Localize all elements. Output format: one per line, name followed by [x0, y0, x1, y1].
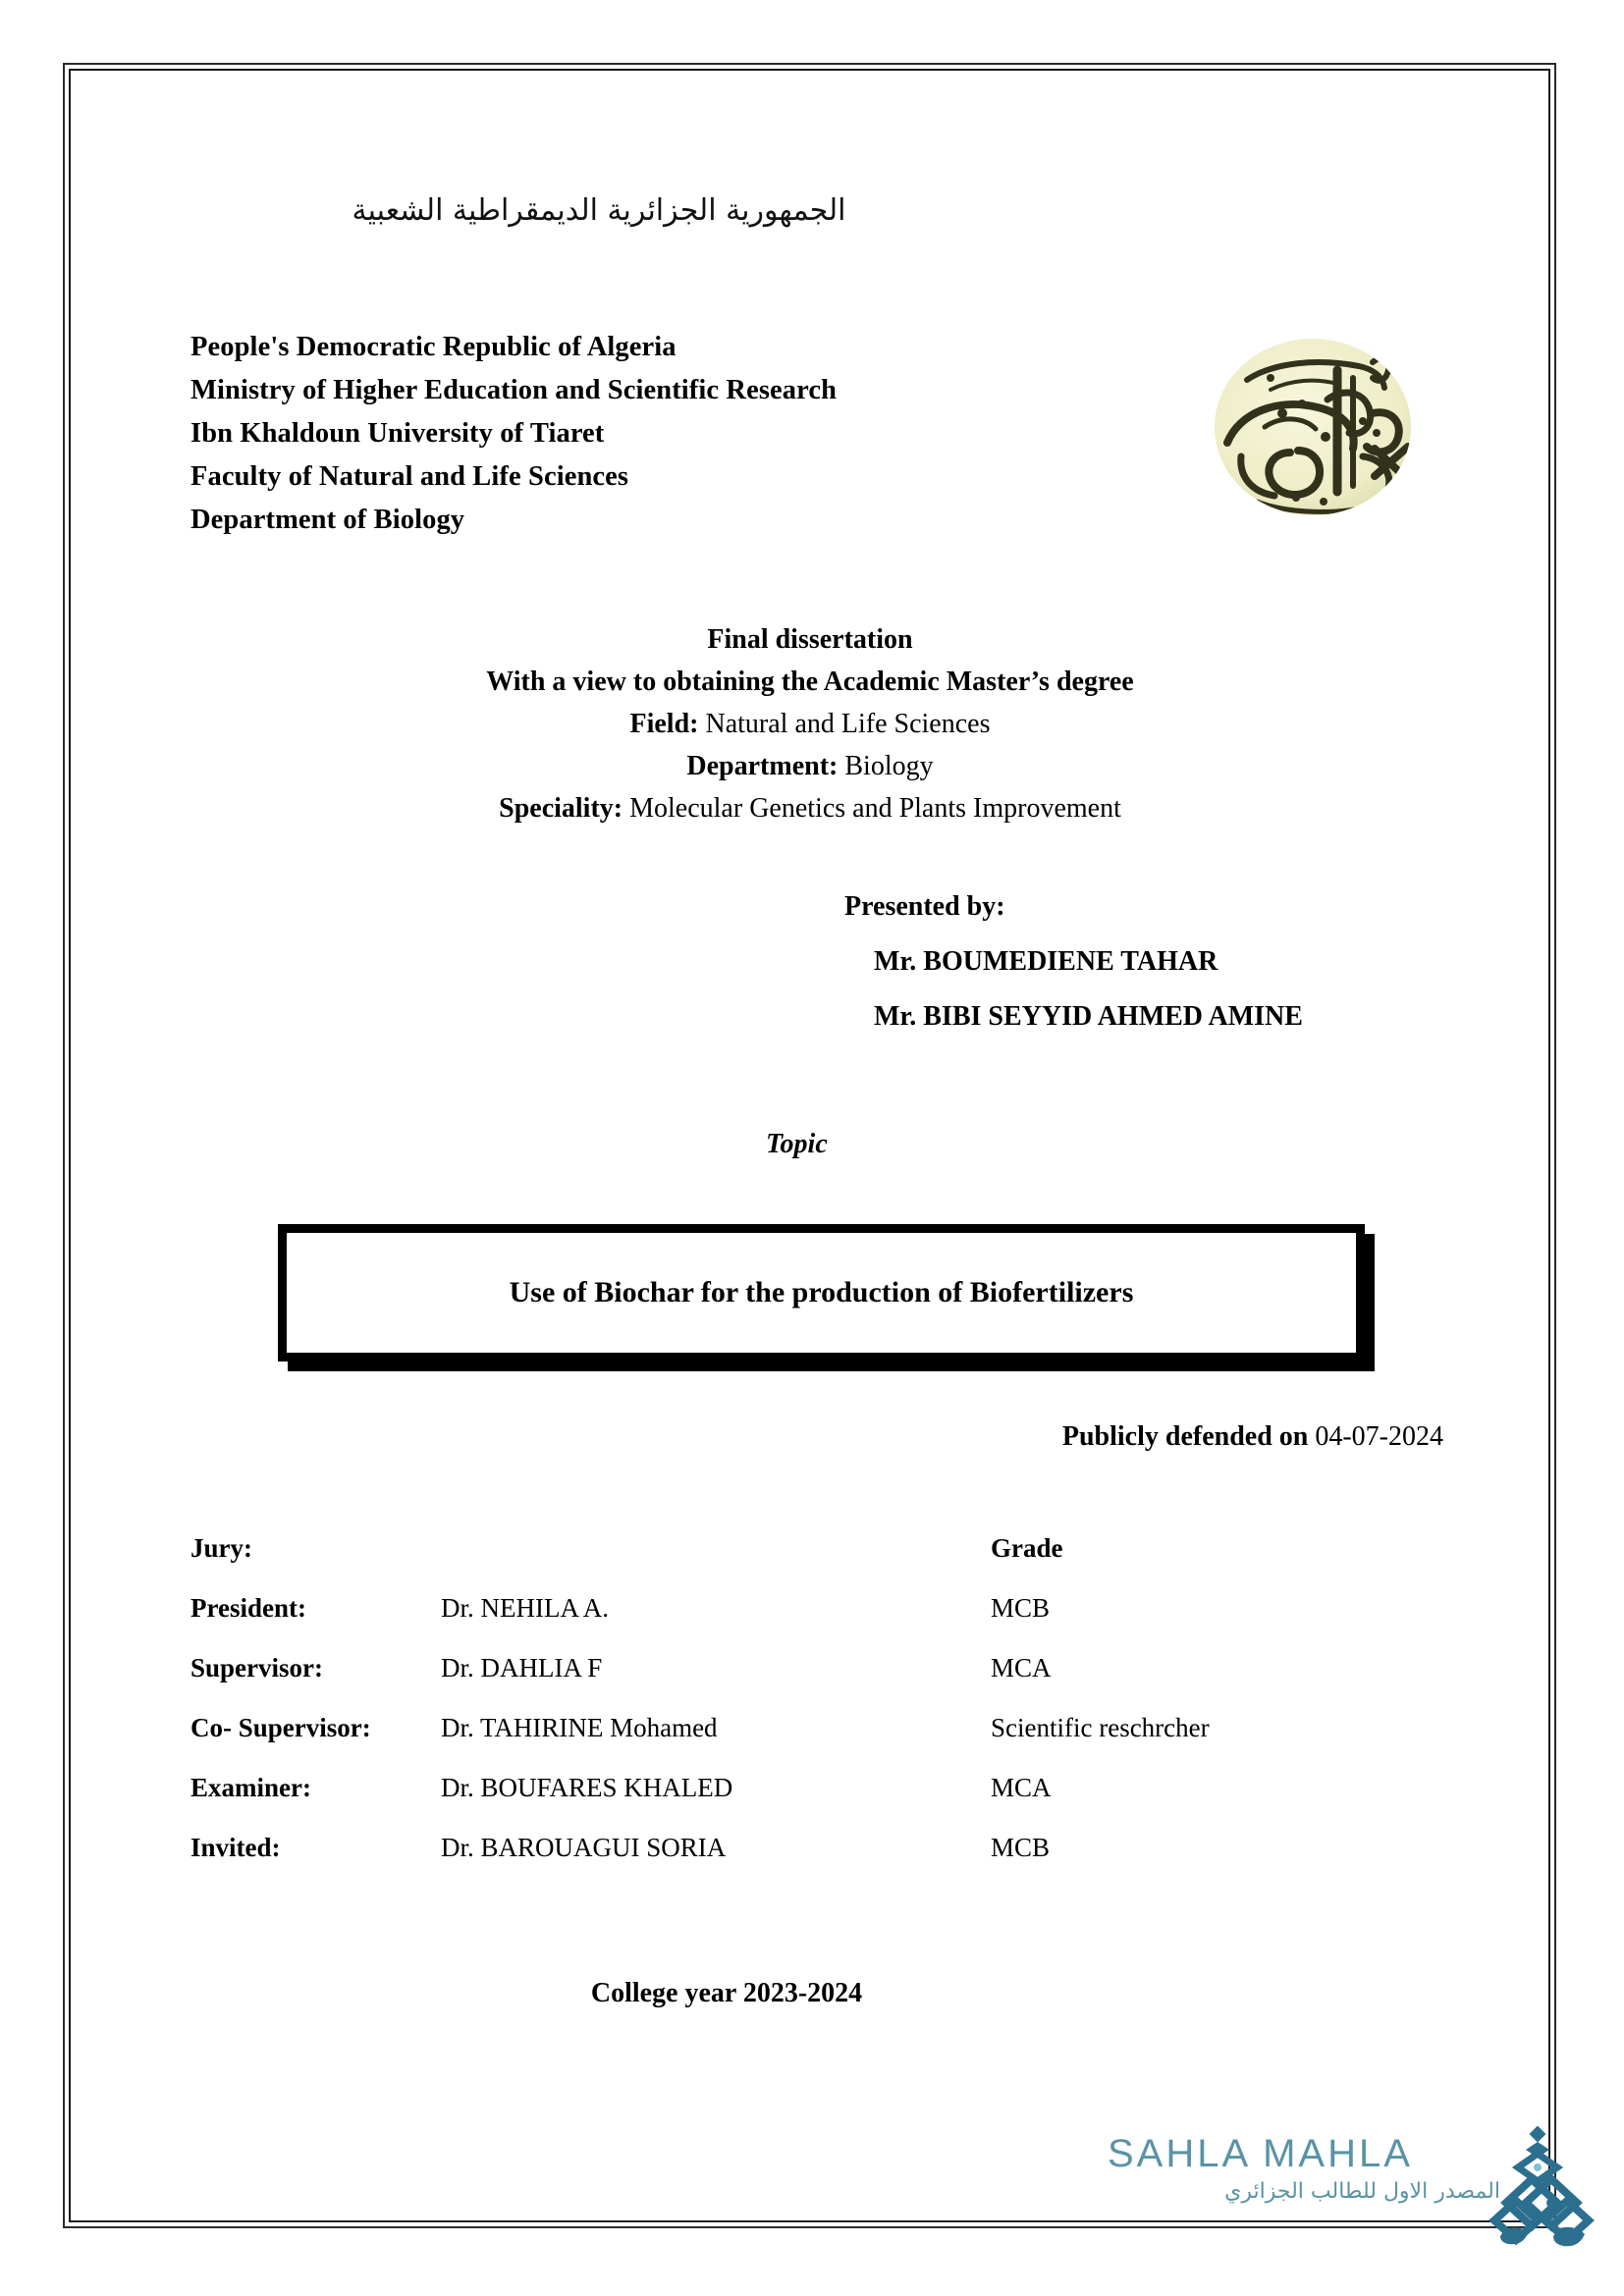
degree-block — [177, 618, 1443, 829]
jury-grade-president: MCB — [991, 1593, 1051, 1623]
institution-line-university: Ibn Khaldoun University of Tiaret — [190, 418, 605, 449]
sahla-mahla-watermark — [1108, 2132, 1569, 2250]
presented-by-block — [844, 880, 1303, 1044]
watermark-text — [1108, 2132, 1500, 2209]
degree-department-value: Biology — [844, 751, 934, 781]
jury-role-invited: Invited: — [190, 1833, 281, 1862]
degree-speciality-value: Molecular Genetics and Plants Improvement — [629, 793, 1121, 824]
jury-role-supervisor: Supervisor: — [190, 1653, 323, 1682]
jury-section — [190, 1533, 1369, 1893]
jury-role-president: President: — [190, 1593, 306, 1623]
jury-role-examiner: Examiner: — [190, 1773, 311, 1802]
jury-heading: Jury: — [190, 1533, 252, 1563]
defense-date-line — [177, 1421, 1443, 1453]
jury-grade-supervisor: MCA — [991, 1653, 1052, 1682]
jury-grade-invited: MCB — [991, 1833, 1051, 1862]
jury-name-co-supervisor: Dr. TAHIRINE Mohamed — [441, 1713, 718, 1742]
degree-subheading: With a view to obtaining the Academic Master’s degree — [486, 667, 1134, 697]
title-box-frame — [278, 1224, 1365, 1362]
watermark-brand-title: SAHLA MAHLA — [1108, 2132, 1413, 2175]
arabic-republic-header: الجمهورية الجزائرية الديمقراطية الشعبية — [352, 193, 846, 228]
dissertation-title-box — [278, 1224, 1365, 1362]
table-row — [190, 1713, 1369, 1773]
defense-label: Publicly defended on — [1061, 1421, 1309, 1452]
jury-grade-co-supervisor: Scientific reschrcher — [991, 1713, 1210, 1742]
jury-name-examiner: Dr. BOUFARES KHALED — [441, 1773, 733, 1802]
institution-line-country: People's Democratic Republic of Algeria — [190, 332, 677, 362]
jury-header-row — [190, 1533, 1369, 1593]
degree-field-label: Field: — [629, 709, 699, 739]
degree-department-row — [177, 745, 1443, 787]
jury-name-invited: Dr. BAROUAGUI SORIA — [441, 1833, 727, 1862]
institution-block — [190, 326, 837, 542]
jury-grade-heading: Grade — [991, 1533, 1063, 1563]
arabesque-diamond-icon — [1489, 2126, 1595, 2250]
degree-department-label: Department: — [686, 751, 839, 781]
university-seal-logo — [1180, 319, 1445, 535]
defense-date: 04-07-2024 — [1315, 1421, 1443, 1452]
table-row — [190, 1653, 1369, 1713]
table-row — [190, 1833, 1369, 1893]
degree-heading: Final dissertation — [707, 624, 913, 655]
college-year: College year 2023-2024 — [590, 1978, 863, 2008]
table-row — [190, 1773, 1369, 1833]
degree-field-value: Natural and Life Sciences — [705, 709, 991, 739]
table-row — [190, 1593, 1369, 1653]
degree-field-row — [177, 703, 1443, 745]
jury-role-co-supervisor: Co- Supervisor: — [190, 1713, 371, 1742]
institution-line-department: Department of Biology — [190, 505, 465, 535]
institution-line-ministry: Ministry of Higher Education and Scientific Research — [190, 375, 838, 405]
watermark-brand-subtitle: المصدر الاول للطالب الجزائري — [1224, 2179, 1500, 2204]
author-name-2: Mr. BIBI SEYYID AHMED AMINE — [874, 1001, 1303, 1032]
author-name-1: Mr. BOUMEDIENE TAHAR — [874, 946, 1218, 977]
topic-label: Topic — [766, 1129, 828, 1159]
jury-name-supervisor: Dr. DAHLIA F — [441, 1653, 603, 1682]
institution-line-faculty: Faculty of Natural and Life Sciences — [190, 461, 629, 492]
jury-grade-examiner: MCA — [991, 1773, 1052, 1802]
dissertation-title: Use of Biochar for the production of Biofertilizers — [509, 1276, 1134, 1308]
degree-speciality-label: Speciality: — [499, 793, 623, 824]
jury-name-president: Dr. NEHILA A. — [441, 1593, 609, 1623]
degree-speciality-row — [177, 787, 1443, 829]
presented-by-label: Presented by: — [844, 891, 1005, 922]
